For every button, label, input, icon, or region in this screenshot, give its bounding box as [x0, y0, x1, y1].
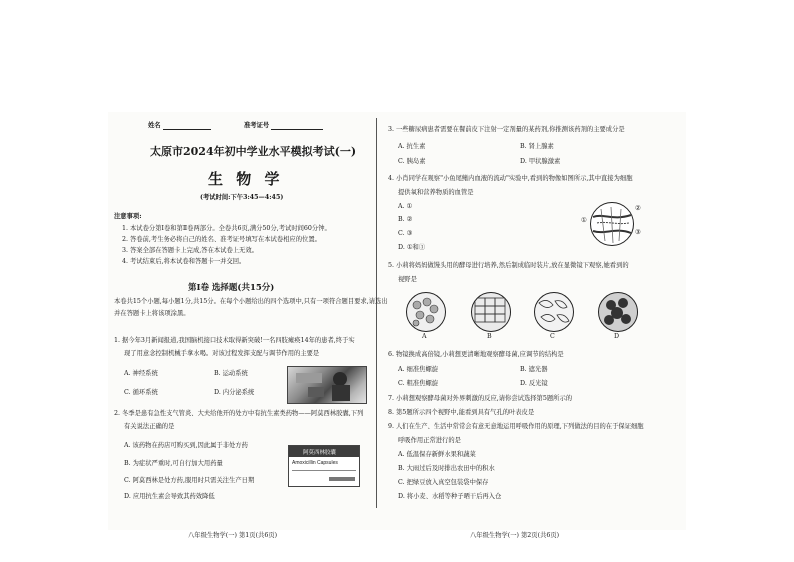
column-divider [376, 118, 377, 508]
subject-title: 生 物 学 [208, 170, 284, 188]
q7-stem: 7. 小莉想观察酵母菌对外界刺激的反应,请你尝试选择第5题所示的 [388, 395, 573, 402]
vessel-label-2: ② [635, 205, 641, 212]
vessel-label-3: ③ [635, 229, 641, 236]
section1-intro: 并在答题卡上将该项涂黑。 [114, 310, 190, 317]
q2-option-d: D. 应用抗生素会导致其药效降低 [124, 493, 215, 500]
q4-stem: 4. 小肖同学在观察"小鱼尾鳍内血液的流动"实验中,看到的物像如图所示,其中直接为细胞 [388, 175, 633, 182]
medicine-box [288, 445, 360, 487]
q6-option-c: C. 粗准焦螺旋 [398, 380, 439, 387]
footer-right: 八年级生物学(一) 第2页(共6页) [470, 532, 560, 539]
q1-option-d: D. 内分泌系统 [214, 389, 255, 396]
view-label: B [487, 333, 492, 340]
name-field [148, 122, 211, 130]
notes-heading: 注意事项: [114, 213, 142, 220]
q9-option-c: C. 把绿豆放入真空包装袋中保存 [398, 479, 489, 486]
view-a-circle [406, 292, 446, 332]
section1-intro: 本卷共15个小题,每小题1分,共15分。在每个小题给出的四个选项中,只有一项符合题目要求,请选出 [114, 298, 388, 305]
q2-option-b: B. 为症状严重时,可自行加大用药量 [124, 460, 223, 467]
q9-option-d: D. 将小麦、水稻等种子晒干后再入仓 [398, 493, 502, 500]
q6-option-d: D. 反光镜 [520, 380, 548, 387]
q3-option-d: D. 甲状腺激素 [520, 158, 561, 165]
footer-left: 八年级生物学(一) 第1页(共6页) [188, 532, 278, 539]
view-label: D [614, 333, 620, 340]
brain-computer-photo [287, 366, 367, 404]
q5-stem: 5. 小莉将妈妈做馒头用的酵母进行培养,然后制成临时装片,放在显微镜下观察,她看到的 [388, 262, 629, 269]
q4-option-a: A. ① [398, 203, 413, 210]
q6-stem: 6. 物镜换成高倍镜,小莉想更清晰地观察酵母菌,应调节的结构是 [388, 351, 564, 358]
q1-option-c: C. 循环系统 [124, 389, 158, 396]
view-label: A [422, 333, 427, 340]
q1-stem: 现了用意念控制机械手拿水喝。对该过程发挥支配与调节作用的主要是 [124, 350, 320, 357]
q1-option-a: A. 神经系统 [124, 370, 158, 377]
q2-stem: 2. 冬季是患有急性支气管炎、大夫给他开的处方中有抗生素类药物——阿莫西林胶囊,下列 [114, 410, 364, 417]
view-c-circle [534, 292, 574, 332]
q9-stem: 9. 人们在生产、生活中常常会有意无意地运用呼吸作用的原理,下列做法的目的在于保证细胞 [388, 423, 644, 430]
q3-stem: 3. 一些糖尿病患者需要在餐前皮下注射一定剂量的某药剂,你推测该药剂的主要成分是 [388, 126, 625, 133]
note-item: 3. 答案全部在答题卡上完成,答在本试卷上无效。 [122, 247, 258, 254]
note-item: 1. 本试卷分第Ⅰ卷和第Ⅱ卷两部分。全卷共6页,满分50分,考试时间60分钟。 [122, 225, 331, 232]
name-label: 姓名 [148, 122, 161, 129]
q3-option-a: A. 抗生素 [398, 143, 426, 150]
q1-stem: 1. 据今年3月新闻报道,我国脑机接口技术取得新突破!一名四肢瘫痪14年的患者,终于实 [114, 337, 355, 344]
id-label: 准考证号 [244, 122, 270, 129]
section1-title: 第Ⅰ卷 选择题(共15分) [188, 283, 275, 293]
note-item: 4. 考试结束后,将本试卷和答题卡一并交回。 [122, 258, 246, 265]
q9-stem: 呼吸作用正常进行的是 [398, 437, 461, 444]
q9-option-a: A. 低温保存新鲜水果和蔬菜 [398, 451, 476, 458]
q5-stem: 视野是 [398, 276, 417, 283]
q1-option-b: B. 运动系统 [214, 370, 248, 377]
exam-time: (考试时间:下午3:45—4:45) [200, 194, 284, 201]
medicine-box-sub: Amoxicillin Capsules [292, 460, 338, 466]
q4-stem: 提供氧和营养物质的血管是 [398, 189, 474, 196]
q4-option-b: B. ② [398, 216, 413, 223]
q6-option-a: A. 细准焦螺旋 [398, 366, 439, 373]
q9-option-b: B. 大雨过后及时排出农田中的积水 [398, 465, 495, 472]
q3-option-c: C. 胰岛素 [398, 158, 426, 165]
q4-option-d: D. ①和③ [398, 244, 426, 251]
note-item: 2. 答卷前,考生务必将自己的姓名、准考证号填写在本试卷相应的位置。 [122, 236, 321, 243]
q4-option-c: C. ③ [398, 230, 413, 237]
q8-stem: 8. 第5题所示四个视野中,能看到具有气孔的叶表皮是 [388, 409, 535, 416]
q6-option-b: B. 遮光器 [520, 366, 548, 373]
q2-option-a: A. 该药物在药店可购买到,因此属于非处方药 [124, 442, 248, 449]
view-d-circle [598, 292, 638, 332]
view-label: C [550, 333, 555, 340]
q2-stem: 有关说法正确的是 [124, 423, 175, 430]
view-b-circle [471, 292, 511, 332]
fish-tail-diagram [590, 202, 634, 246]
vessel-label-1: ① [581, 217, 587, 224]
exam-title: 太原市2024年初中学业水平模拟考试(一) [150, 145, 357, 158]
medicine-box-label: 阿莫西林胶囊 [303, 450, 337, 456]
q2-option-c: C. 阿莫西林是处方药,服用时只需关注生产日期 [124, 477, 255, 484]
q3-option-b: B. 肾上腺素 [520, 143, 554, 150]
id-field [244, 122, 323, 130]
